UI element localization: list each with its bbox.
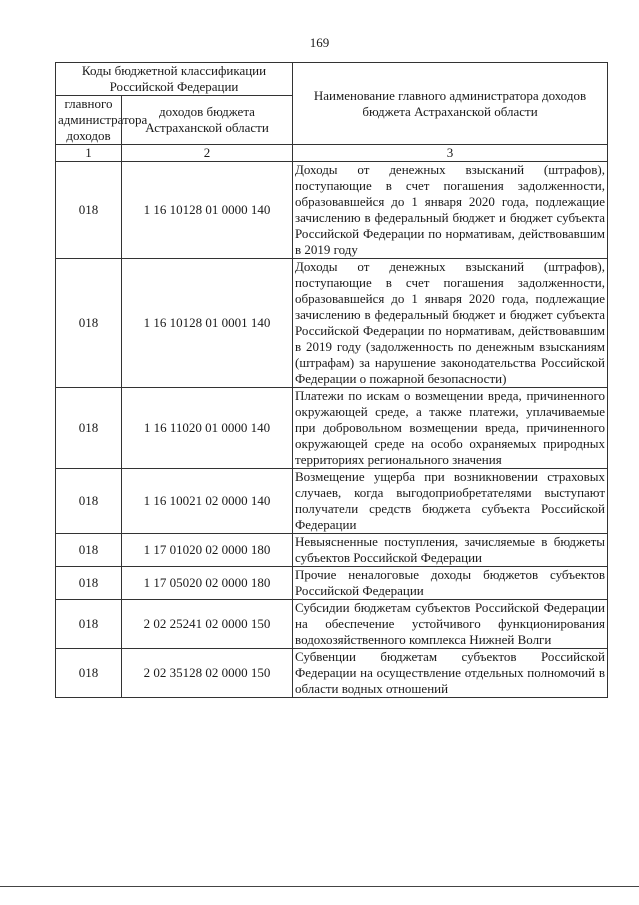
revenue-name: Доходы от денежных взысканий (штрафов), поступающие в счет погашения задолженности, образовавшейся до 1 января 2020 года, подлежащие зачислению в федеральный бюджет и бюджет субъекта Российской Федерации по нормативам, действовавшим в 2019 году: [293, 162, 608, 259]
revenue-code: 2 02 25241 02 0000 150: [122, 600, 293, 649]
table-row: [56, 649, 608, 698]
revenue-code: 1 16 10128 01 0000 140: [122, 162, 293, 259]
column-numbers-row: [56, 145, 608, 162]
table-row: [56, 469, 608, 534]
table-row: [56, 534, 608, 567]
revenue-column-header: доходов бюджета Астраханской области: [122, 96, 293, 145]
codes-group-header: Коды бюджетной классификации Российской Федерации: [56, 63, 293, 96]
column-number: 2: [122, 145, 293, 162]
revenue-code: 1 17 05020 02 0000 180: [122, 567, 293, 600]
table-row: [56, 259, 608, 388]
revenue-codes-table: [55, 62, 608, 698]
revenue-name: Возмещение ущерба при возникновении страховых случаев, когда выгодоприобретателями выступают получатели средств бюджета субъекта Российской Федерации: [293, 469, 608, 534]
revenue-name: Прочие неналоговые доходы бюджетов субъектов Российской Федерации: [293, 567, 608, 600]
table-row: [56, 567, 608, 600]
revenue-name: Платежи по искам о возмещении вреда, причиненного окружающей среде, а также платежи, уплачиваемые при добровольном возмещении вреда, причиненного окружающей среде на особо охраняемых природных территориях регионального значения: [293, 388, 608, 469]
table-row: [56, 388, 608, 469]
column-number: 1: [56, 145, 122, 162]
column-number: 3: [293, 145, 608, 162]
admin-code: 018: [56, 600, 122, 649]
admin-code: 018: [56, 388, 122, 469]
revenue-code: 1 17 01020 02 0000 180: [122, 534, 293, 567]
header-row: [56, 63, 608, 96]
revenue-name: Субвенции бюджетам субъектов Российской Федерации на осуществление отдельных полномочий в области водных отношений: [293, 649, 608, 698]
revenue-name: Невыясненные поступления, зачисляемые в бюджеты субъектов Российской Федерации: [293, 534, 608, 567]
page-number: 169: [309, 35, 330, 50]
revenue-code: 2 02 35128 02 0000 150: [122, 649, 293, 698]
table-row: [56, 162, 608, 259]
revenue-code: 1 16 10021 02 0000 140: [122, 469, 293, 534]
admin-code: 018: [56, 259, 122, 388]
admin-code: 018: [56, 649, 122, 698]
admin-code: 018: [56, 469, 122, 534]
page-bottom-rule: [0, 886, 639, 887]
admin-column-header: главного администратора доходов: [56, 96, 122, 145]
admin-code: 018: [56, 567, 122, 600]
table-row: [56, 600, 608, 649]
name-column-header: Наименование главного администратора доходов бюджета Астраханской области: [293, 63, 608, 145]
revenue-code: 1 16 11020 01 0000 140: [122, 388, 293, 469]
admin-code: 018: [56, 534, 122, 567]
revenue-code: 1 16 10128 01 0001 140: [122, 259, 293, 388]
revenue-name: Субсидии бюджетам субъектов Российской Федерации на обеспечение устойчивого функционирования водохозяйственного комплекса Нижней Волги: [293, 600, 608, 649]
admin-code: 018: [56, 162, 122, 259]
revenue-name: Доходы от денежных взысканий (штрафов), поступающие в счет погашения задолженности, образовавшейся до 1 января 2020 года, подлежащие зачислению в федеральный бюджет и бюджет субъекта Российской Федерации по нормативам, действовавшим в 2019 году (задолженность по денежным взысканиям (штрафам) за нарушение законодательства Российской Федерации о пожарной безопасности): [293, 259, 608, 388]
